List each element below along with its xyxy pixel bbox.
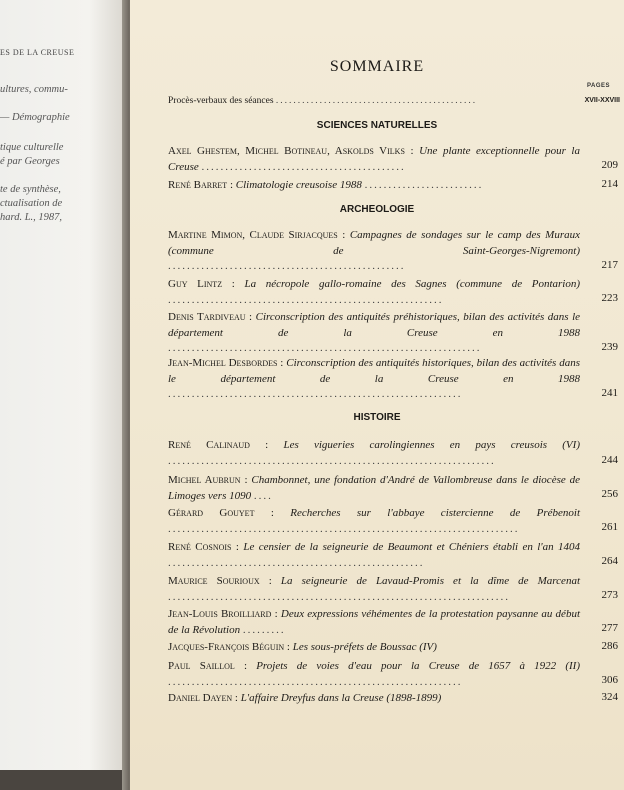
toc-entry: René Calinaud : Les vigueries carolingiennes en pays creusois (VI) ..................................................................... (168, 439, 580, 467)
toc-entry: Guy Lintz : La nécropole gallo-romaine des Sagnes (commune de Pontarion) .......................................................... (168, 278, 581, 306)
entry-page: 244 (601, 454, 618, 466)
pages-column-header: PAGES (586, 83, 610, 89)
entry-page: 223 (601, 292, 618, 304)
page-title: SOMMAIRE (329, 58, 425, 75)
left-page-fragment: tique culturelle (0, 142, 64, 153)
entry-title: Une plante exceptionnelle pour la Creuse (168, 145, 580, 173)
section-heading: SCIENCES NATURELLES (316, 120, 438, 131)
entry-author: René Barret (168, 179, 228, 191)
entry-title: Recherches sur l'abbaye cistercienne de Prébenoit (290, 507, 581, 519)
left-page-fragment: hard. L., 1987, (0, 212, 63, 223)
entry-title: Circonscription des antiquités préhistoriques, bilan des activités dans le département de la Creuse en 1988 (168, 311, 581, 339)
toc-entry: René Barret : Climatologie creusoise 1988 ......................... (168, 179, 484, 191)
toc-entry: Paul Saillol : Projets de voies d'eau pour la Creuse de 1657 à 1922 (II) .............................................................. (168, 660, 580, 688)
left-page-fragment: ctualisation de (0, 198, 63, 209)
entry-author: Denis Tardiveau (168, 311, 246, 323)
entry-author: Michel Aubrun (168, 474, 241, 486)
entry-author: Jean-Michel Desbordes (168, 357, 278, 369)
proces-verbaux-text: Procès-verbaux des séances (168, 96, 274, 106)
entry-author: Axel Ghestem, Michel Botineau, Askolds Vilks (168, 145, 405, 157)
entry-title: Circonscription des antiquités historiques, bilan des activités dans le département de la Creuse en 1988 (168, 357, 580, 385)
left-facing-page (0, 0, 128, 770)
left-page-fragment: te de synthèse, (0, 184, 61, 195)
entry-title: La seigneurie de Lavaud-Promis et la dîme de Marcenat (280, 575, 580, 587)
entry-title: Les sous-préfets de Boussac (IV) (292, 641, 437, 653)
toc-entry: Martine Mimon, Claude Sirjacques : Campagnes de sondages sur le camp des Muraux (commune de Saint-Georges-Nigremont) .................................................. (168, 229, 580, 272)
left-page-fragment: — Démographie (0, 112, 70, 123)
proces-verbaux-page: XVII-XXVIII (584, 97, 620, 104)
entry-title: Chambonnet, une fondation d'André de Vallombreuse dans le diocèse de Limoges vers 1090 (168, 474, 580, 502)
entry-author: Maurice Sourioux (168, 575, 260, 587)
toc-entry: Jean-Michel Desbordes : Circonscription des antiquités historiques, bilan des activités dans le département de la Creuse en 1988 .............................................................. (168, 357, 580, 400)
left-page-fragment: é par Georges (0, 156, 60, 167)
entry-title: Campagnes de sondages sur le camp des Muraux (commune de Saint-Georges-Nigremont) (168, 229, 580, 257)
toc-entry: René Cosnois : Le censier de la seigneurie de Beaumont et Chéniers établi en l'an 1404 ...................................................... (168, 541, 581, 569)
entry-title: Les vigueries carolingiennes en pays creusois (VI) (283, 439, 580, 451)
toc-entry: Denis Tardiveau : Circonscription des antiquités préhistoriques, bilan des activités dans le département de la Creuse en 1988 .................................................................. (168, 311, 581, 354)
entry-author: Jean-Louis Broilliard (168, 608, 272, 620)
entry-title: La nécropole gallo-romaine des Sagnes (commune de Pontarion) (244, 278, 581, 290)
entry-page: 261 (601, 521, 618, 533)
toc-entry: Daniel Dayen : L'affaire Dreyfus dans la Creuse (1898-1899) (168, 692, 442, 704)
entry-author: Paul Saillol (168, 660, 235, 672)
entry-title: Deux expressions véhémentes de la protestation paysanne au début de la Révolution (168, 608, 580, 636)
entry-author: Daniel Dayen (168, 692, 233, 704)
proces-verbaux-entry: Procès-verbaux des séances .............................................. (168, 96, 478, 106)
toc-entry: Michel Aubrun : Chambonnet, une fondation d'André de Vallombreuse dans le diocèse de Limoges vers 1090 .... (168, 474, 580, 502)
toc-entry: Maurice Sourioux : La seigneurie de Lavaud-Promis et la dîme de Marcenat ........................................................................ (168, 575, 580, 603)
entry-page: 264 (601, 555, 618, 567)
entry-author: Jacques-François Béguin (168, 641, 285, 653)
toc-entry: Jacques-François Béguin : Les sous-préfets de Boussac (IV) (168, 641, 437, 653)
entry-page: 209 (601, 159, 618, 171)
entry-page: 324 (601, 691, 618, 703)
entry-title: Climatologie creusoise 1988 (235, 179, 362, 191)
entry-page: 256 (601, 488, 618, 500)
left-page-header: ES DE LA CREUSE (0, 48, 75, 57)
entry-author: Gérard Gouyet (168, 507, 255, 519)
entry-page: 286 (601, 640, 618, 652)
entry-title: Projets de voies d'eau pour la Creuse de 1657 à 1922 (II) (256, 660, 580, 672)
section-heading: ARCHEOLOGIE (339, 204, 415, 215)
entry-page: 306 (601, 674, 618, 686)
entry-page: 214 (601, 178, 618, 190)
sommaire-page (130, 0, 624, 790)
entry-author: René Calinaud (168, 439, 250, 451)
left-page-fragment: ultures, commu- (0, 84, 68, 95)
section-heading: HISTOIRE (353, 412, 401, 423)
entry-author: René Cosnois (168, 541, 232, 553)
entry-page: 273 (601, 589, 618, 601)
entry-page: 277 (601, 622, 618, 634)
toc-entry: Axel Ghestem, Michel Botineau, Askolds Vilks : Une plante exceptionnelle pour la Creuse ........................................... (168, 145, 580, 173)
entry-title: Le censier de la seigneurie de Beaumont et Chéniers établi en l'an 1404 (243, 541, 581, 553)
toc-entry: Gérard Gouyet : Recherches sur l'abbaye cistercienne de Prébenoit .......................................................................... (168, 507, 581, 535)
entry-author: Guy Lintz (168, 278, 223, 290)
toc-entry: Jean-Louis Broilliard : Deux expressions véhémentes de la protestation paysanne au début de la Révolution ......... (168, 608, 580, 636)
entry-author: Martine Mimon, Claude Sirjacques (168, 229, 338, 241)
entry-page: 241 (601, 387, 618, 399)
entry-title: L'affaire Dreyfus dans la Creuse (1898-1899) (240, 692, 442, 704)
entry-page: 239 (601, 341, 618, 353)
entry-page: 217 (601, 259, 618, 271)
